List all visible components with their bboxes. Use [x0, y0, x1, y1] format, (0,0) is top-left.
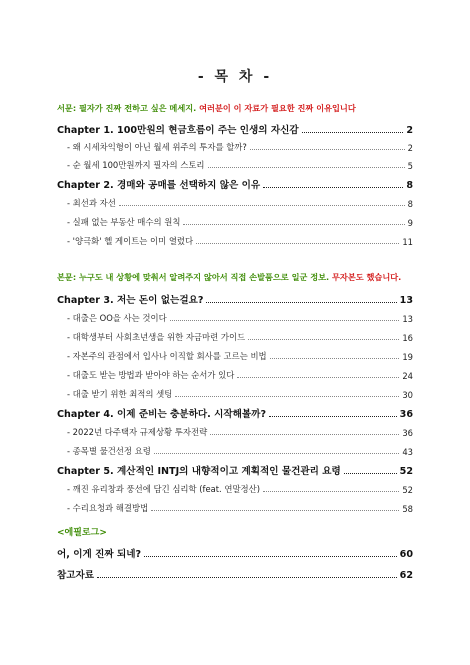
leader-dots — [250, 149, 405, 150]
subsection-entry[interactable] — [57, 502, 413, 514]
subsection-entry[interactable] — [57, 369, 413, 381]
subsection-entry[interactable] — [57, 388, 413, 400]
leader-dots — [263, 187, 403, 188]
chapter-3-entry[interactable] — [57, 292, 413, 306]
entry-label: Chapter 2. 경매와 공매를 선택하지 않은 이유 — [57, 180, 261, 191]
subsection-entry[interactable] — [57, 141, 413, 153]
entry-page: 16 — [402, 333, 413, 343]
entry-label: - 실패 없는 부동산 매수의 원칙 — [67, 217, 181, 227]
leader-dots — [119, 205, 405, 206]
entry-label: - 깨진 유리창과 풍선에 담긴 심리학 (feat. 연말정산) — [67, 484, 260, 494]
entry-label: - 수리요청과 해결방법 — [67, 503, 149, 513]
leader-dots — [344, 473, 397, 474]
entry-page: 30 — [402, 390, 413, 400]
chapter-2-entry[interactable] — [57, 177, 413, 191]
entry-label: - '양극화' 헬 게이트는 이미 열렸다 — [67, 236, 194, 246]
epilogue-entry[interactable] — [57, 546, 413, 560]
entry-page: 9 — [407, 218, 413, 228]
subsection-entry[interactable] — [57, 445, 413, 457]
entry-page: 13 — [399, 295, 413, 306]
entry-label: - 2022년 다주택자 규제상황 투자전략 — [67, 427, 208, 437]
entry-label: - 대출 받기 위한 최적의 셋팅 — [67, 389, 173, 399]
entry-label: Chapter 5. 계산적인 INTJ의 내향적이고 계획적인 물건관리 요령 — [57, 466, 341, 477]
entry-page: 8 — [406, 180, 413, 191]
entry-label: Chapter 4. 이제 준비는 충분하다. 시작해볼까? — [57, 409, 267, 420]
entry-label: Chapter 1. 100만원의 현금흐름이 주는 인생의 자신감 — [57, 125, 299, 136]
main-highlight: 무자본도 했습니다. — [332, 272, 402, 282]
leader-dots — [270, 358, 400, 359]
entry-label: 어, 이게 진짜 되네? — [57, 549, 142, 560]
subsection-entry[interactable] — [57, 235, 413, 247]
entry-page: 62 — [399, 570, 413, 581]
chapter-5-entry[interactable] — [57, 463, 413, 477]
entry-page: 52 — [399, 466, 413, 477]
leader-dots — [154, 453, 400, 454]
leader-dots — [170, 320, 400, 321]
entry-page: 13 — [402, 314, 413, 324]
leader-dots — [263, 491, 399, 492]
leader-dots — [97, 577, 397, 578]
entry-label: - 최선과 자선 — [67, 198, 116, 208]
subsection-entry[interactable] — [57, 350, 413, 362]
entry-page: 5 — [407, 161, 413, 171]
leader-dots — [151, 510, 399, 511]
intro-highlight: 여러분이 이 자료가 필요한 진짜 이유입니다 — [199, 103, 356, 113]
entry-label: - 왜 시세차익형이 아닌 월세 위주의 투자를 할까? — [67, 142, 247, 152]
subsection-entry[interactable] — [57, 483, 413, 495]
entry-page: 43 — [402, 447, 413, 457]
main-prefix: 본문: 누구도 내 상황에 맞춰서 알려주지 않아서 직접 손발품으로 일군 정보. — [57, 272, 333, 282]
epilogue-header: <에필로그> — [57, 528, 107, 538]
references-entry[interactable] — [57, 567, 413, 581]
subsection-entry[interactable] — [57, 216, 413, 228]
entry-label: - 종목별 물건선정 요령 — [67, 446, 151, 456]
entry-label: - 순 월세 100만원까지 필자의 스토리 — [67, 160, 205, 170]
entry-label: Chapter 3. 저는 돈이 없는걸요? — [57, 295, 204, 306]
entry-page: 2 — [407, 143, 413, 153]
entry-label: - 대출도 받는 방법과 받아야 하는 순서가 있다 — [67, 370, 235, 380]
chapter-1-entry[interactable] — [57, 122, 413, 136]
leader-dots — [196, 243, 399, 244]
entry-page: 11 — [402, 237, 413, 247]
entry-label: - 자본주의 관점에서 입사나 이직할 회사를 고르는 비법 — [67, 351, 267, 361]
chapter-4-entry[interactable] — [57, 406, 413, 420]
subsection-entry[interactable] — [57, 331, 413, 343]
leader-dots — [269, 416, 397, 417]
leader-dots — [237, 377, 399, 378]
intro-prefix: 서문: 필자가 진짜 전하고 싶은 메세지. — [57, 103, 200, 113]
entry-page: 60 — [399, 549, 413, 560]
entry-page: 24 — [402, 371, 413, 381]
entry-page: 19 — [402, 352, 413, 362]
leader-dots — [210, 434, 399, 435]
leader-dots — [206, 302, 396, 303]
leader-dots — [302, 132, 404, 133]
leader-dots — [208, 167, 405, 168]
entry-page: 2 — [406, 125, 413, 136]
entry-label: 참고자료 — [57, 570, 95, 581]
page-title: - 목 차 - — [197, 69, 273, 85]
subsection-entry[interactable] — [57, 312, 413, 324]
entry-page: 36 — [402, 428, 413, 438]
subsection-entry[interactable] — [57, 159, 413, 171]
subsection-entry[interactable] — [57, 426, 413, 438]
leader-dots — [175, 396, 399, 397]
entry-label: - 대학생부터 사회초년생을 위한 자금마련 가이드 — [67, 332, 246, 342]
leader-dots — [144, 556, 397, 557]
entry-page: 58 — [402, 504, 413, 514]
intro-section-header — [57, 103, 417, 114]
leader-dots — [248, 339, 399, 340]
entry-page: 36 — [399, 409, 413, 420]
main-section-header — [57, 272, 417, 283]
entry-page: 8 — [407, 199, 413, 209]
leader-dots — [183, 224, 404, 225]
subsection-entry[interactable] — [57, 197, 413, 209]
entry-page: 52 — [402, 485, 413, 495]
entry-label: - 대출은 OO을 사는 것이다 — [67, 313, 167, 323]
